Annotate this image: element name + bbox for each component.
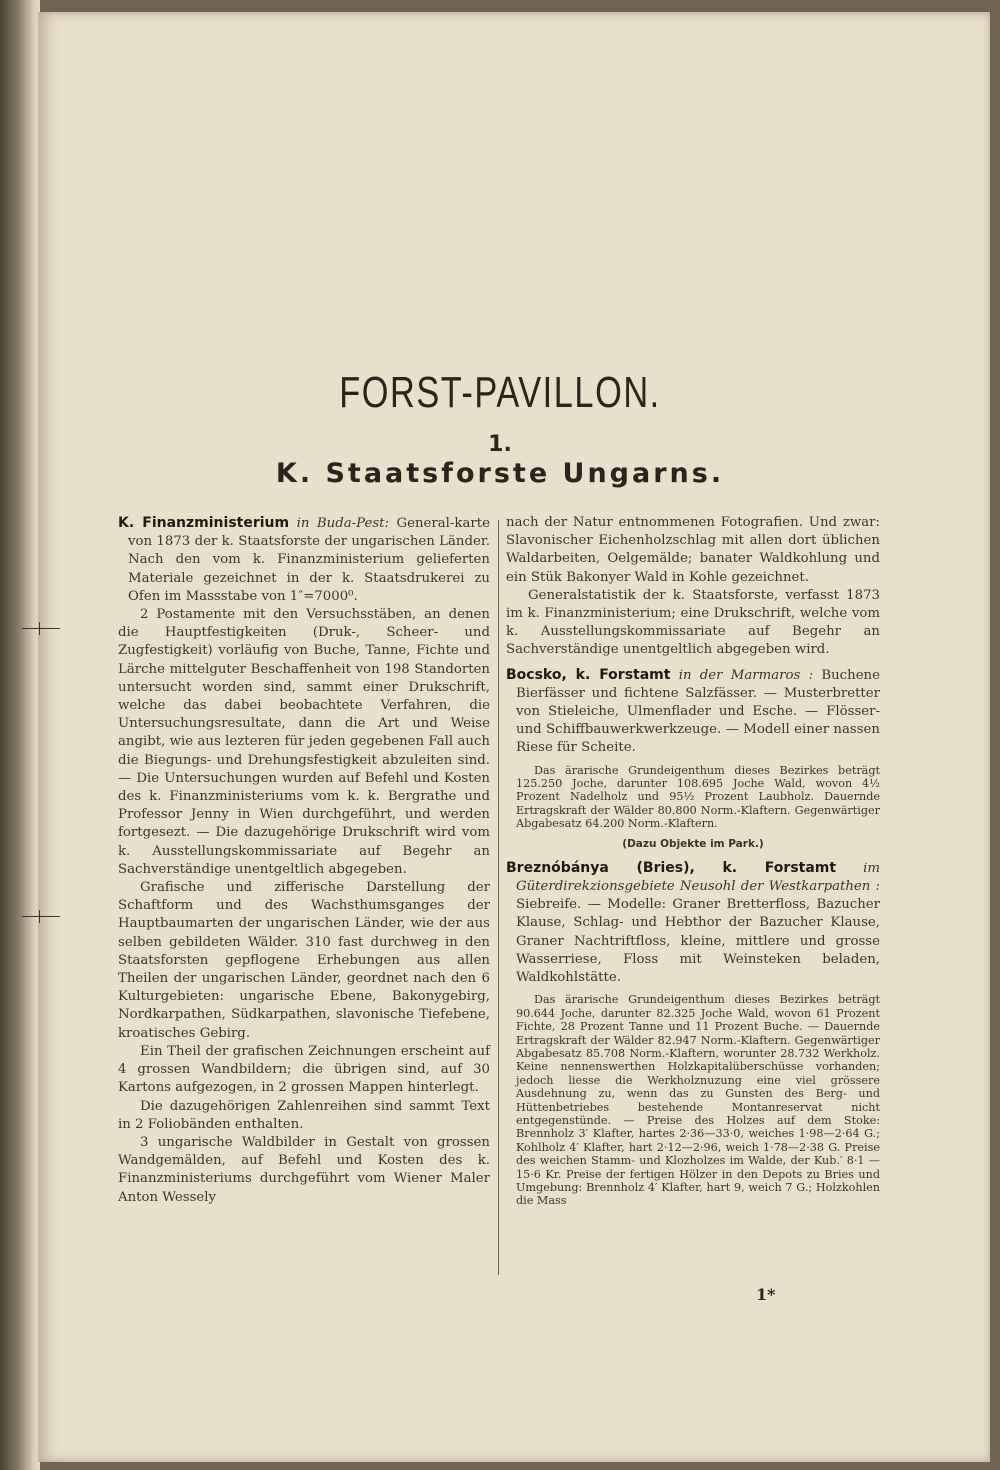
- paragraph: 3 ungarische Waldbilder in Gestalt von grossen Wandgemälden, auf Befehl und Kosten des k. Finanzministeriums durchgeführt vom Wiener Maler Anton Wessely: [118, 1134, 490, 1205]
- section-title: K. Staatsforste Ungarns.: [275, 458, 725, 489]
- entry-text: Buchene Bierfässer und fichtene Salzfässer. — Musterbretter von Stieleiche, Ulmenflader und Esche. — Flösser- und Schiffbauwerkwerkzeuge. — Modell einer nassen Riese für Scheite.: [516, 667, 880, 756]
- margin-tick-mark: [22, 916, 60, 917]
- right-column: [506, 514, 880, 1208]
- page-title: FORST-PAVILLON.: [339, 368, 661, 417]
- paragraph: Grafische und zifferische Darstellung der Schaftform und des Wachsthumsganges der Hauptbaumarten der ungarischen Länder, wie der aus selben gebildeten Wälder. 310 fast durchweg in den Staatsforsten gepflogene Erhebungen aus allen Theilen der ungarischen Länder, geordnet nach den 6 Kulturgebieten: ungarische Ebene, Bakonygebirg, Nordkarpathen, Südkarpathen, slavonische Tiefebene, kroatisches Gebirg.: [118, 880, 490, 1041]
- paragraph: Die dazugehörigen Zahlenreihen sind sammt Text in 2 Foliobänden enthalten.: [118, 1098, 490, 1132]
- entry-text: General-karte von 1873 der k. Staatsforste der ungarischen Länder. Nach den vom k. Finanzministerium gelieferten Materiale gezeichnet in der k. Staatsdrukerei zu Ofen im Massstabe von 1″=7000⁰.: [128, 516, 490, 604]
- entry-park-note: (Dazu Objekte im Park.): [622, 837, 764, 850]
- entry-heading: Breznóbánya (Bries), k. Forstamt: [506, 859, 837, 876]
- entry-location: im Güterdirekzionsgebiete Neusohl der Westkarpathen :: [516, 860, 880, 895]
- left-column: [118, 514, 490, 1207]
- paragraph: 2 Postamente mit den Versuchsstäben, an denen die Hauptfestigkeiten (Druk-, Scheer- und Zugfestigkeit) vorläufig von Buche, Tanne, Fichte und Lärche mittelguter Beschaffenheit von 198 Standorten untersucht worden sind, sammt einer Drukschrift, welche das dabei beobachtete Verfahren, die Untersuchungsresultate, dann die Art und Weise angibt, wie aus lezteren für jeden gegebenen Fall auch die Biegungs- und Drehungsfestigkeit abzuleiten sind. — Die Untersuchungen wurden auf Befehl und Kosten des k. Finanzministeriums vom k. k. Bergrathe und Professor Jenny in Wien durchgeführt, und werden fortgesezt. — Die dazugehörige Drukschrift wird vom k. Ausstellungskommissariate auf Begehr an Sachverständige unentgeltlich abgegeben.: [118, 607, 490, 877]
- entry-bocsko: [506, 666, 880, 758]
- entry-location: in der Marmaros :: [678, 667, 814, 683]
- entry-heading: Bocsko, k. Forstamt: [506, 666, 671, 683]
- column-divider: [498, 520, 499, 1275]
- entry-statistics-note: Das ärarische Grundeigenthum dieses Bezirkes beträgt 125.250 Joche, darunter 108.695 Joche Wald, wovon 4½ Prozent Nadelholz und 95½ Prozent Laubholz. Dauernde Ertragskraft der Wälder 80.800 Norm.-Klaftern. Gegenwärtiger Abgabesatz 64.200 Norm.-Klaftern.: [516, 763, 880, 831]
- entry-finanzministerium: [118, 514, 490, 606]
- entry-breznobanya: [506, 859, 880, 987]
- section-number: 1.: [488, 432, 512, 457]
- paragraph: nach der Natur entnommenen Fotografien. Und zwar: Slavonischer Eichenholzschlag mit allen dort üblichen Waldarbeiten, Oelgemälde; banater Waldkohlung und ein Stük Bakonyer Wald in Kohle gezeichnet.: [506, 515, 880, 585]
- entry-heading: K. Finanzministerium: [118, 515, 290, 531]
- paragraph: Generalstatistik der k. Staatsforste, verfasst 1873 im k. Finanzministerium; eine Drukschrift, welche vom k. Ausstellungskommissariate auf Begehr an Sachverständige unentgeltlich abgegeben wird.: [506, 587, 880, 658]
- page-number: 1*: [756, 1285, 776, 1304]
- entry-text: Siebreife. — Modelle: Graner Bretterfloss, Bazucher Klause, Schlag- und Hebthor der Bazucher Klause, Graner Nachtriftfloss, kleine, mittlere und grosse Wasserriese, Floss mit Weinsteken beladen, Waldkohlstätte.: [516, 897, 880, 986]
- margin-tick-mark: [22, 628, 60, 629]
- paragraph: Ein Theil der grafischen Zeichnungen erscheint auf 4 grossen Wandbildern; die übrigen sind, auf 30 Kartons aufgezogen, in 2 grossen Mappen hinterlegt.: [118, 1043, 490, 1096]
- book-binding: [0, 0, 40, 1470]
- entry-statistics-note: Das ärarische Grundeigenthum dieses Bezirkes beträgt 90.644 Joche, darunter 82.325 Joche Wald, wovon 61 Prozent Fichte, 28 Prozent Tanne und 11 Prozent Buche. — Dauernde Ertragskraft der Wälder 82.947 Norm.-Klaftern. Gegenwärtiger Abgabesatz 85.708 Norm.-Klaftern, worunter 28.732 Werkholz. Keine nennenswerthen Holzkapitalüberschüsse vorhanden; jedoch liesse die Werkholznuzung eine viel grössere Ausdehnung zu, wenn das zu Gunsten des Berg- und Hüttenbetriebes bestehende Montanreservat nicht entgegenstünde. — Preise des Holzes auf dem Stoke: Brennholz 3′ Klafter, hartes 2·36—33·0, weiches 1·98—2·64 G.; Kohlholz 4′ Klafter, hart 2·12—2·96, weich 1·78—2·38 G. Preise des weichen Stamm- und Klozholzes im Walde, der Kub.′ 8·1 — 15·6 Kr. Preise der fertigen Hölzer in den Depots zu Bries und Umgebung: Brennholz 4′ Klafter, hart 9, weich 7 G.; Holzkohlen die Mass: [516, 993, 880, 1208]
- entry-location: in Buda-Pest:: [296, 516, 389, 531]
